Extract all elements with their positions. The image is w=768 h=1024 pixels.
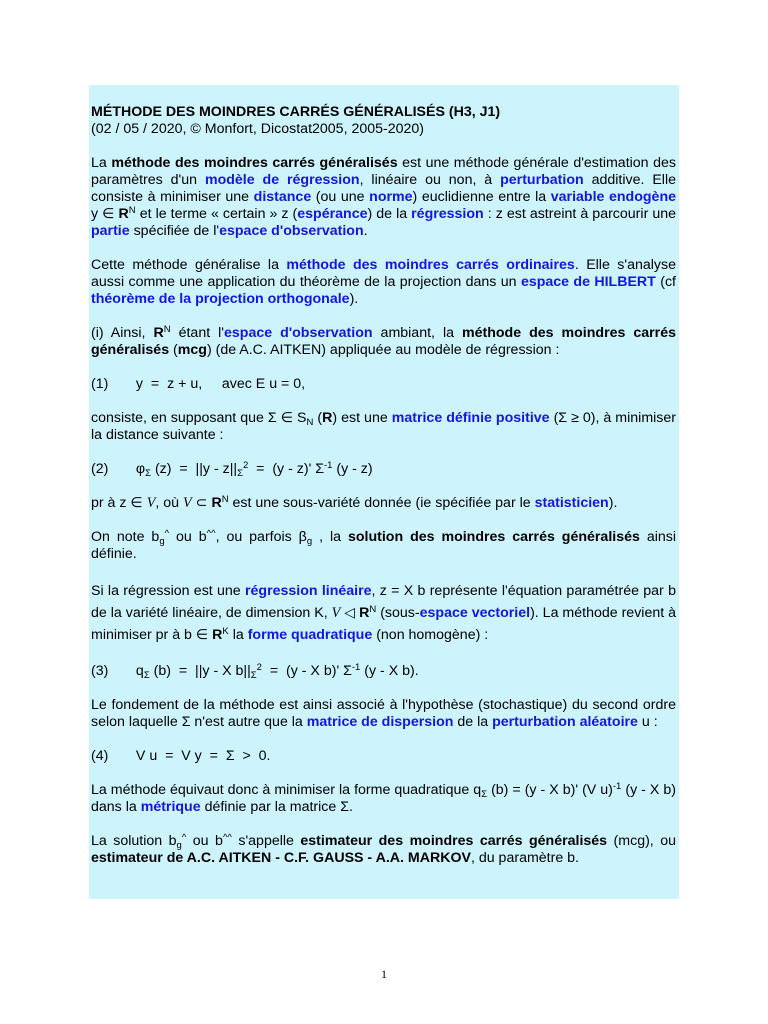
link-perturbation-aleatoire[interactable]: perturbation aléatoire: [492, 714, 638, 730]
link-partie[interactable]: partie: [91, 223, 130, 239]
paragraph-on-note: On note $b_g^{\^{}}$ ou b^^, ou parfois $\beta_g$ , la solution des moindres carrés généralisés ainsi définie.: [91, 528, 677, 562]
link-statisticien[interactable]: statisticien: [534, 495, 609, 511]
page-subtitle: (02 / 05 / 2020, © Monfort, Dicostat2005, 2005-2020): [91, 121, 425, 137]
page-number: 1: [381, 967, 387, 981]
equation-3: (3) $q_\Sigma$ (b) = ||y - X $b||_\Sigma^2 = (y - X$ b)' $\Sigma^{-1}$ (y - X b).: [91, 662, 419, 681]
link-forme-quadratique[interactable]: forme quadratique: [247, 627, 373, 643]
page-title: MÉTHODE DES MOINDRES CARRÉS GÉNÉRALISÉS (H3, J1): [91, 104, 501, 120]
link-regression[interactable]: régression: [411, 206, 484, 222]
paragraph-generalisation: Cette méthode généralise la méthode des moindres carrés ordinaires. Elle s'analyse aussi comme une application du théorème de la projection dans un espace de HILBERT (cf théorème de la projection orthogonale).: [91, 257, 676, 307]
paragraph-fondement: Le fondement de la méthode est ainsi associé à l'hypothèse (stochastique) du second ordre selon laquelle Σ n'est autre que la matrice de dispersion de la perturbation aléatoire u :: [91, 697, 676, 730]
equation-4: (4) V u = V y = Σ > 0.: [91, 748, 271, 764]
equation-2: (2) $\varphi_\Sigma$ $(z) = ||y - z||_\Sigma^2 = (y - z)'$ $\Sigma^{-1}$ (y - z): [91, 460, 373, 479]
link-regression-lineaire[interactable]: régression linéaire: [245, 583, 372, 599]
link-espace-observation[interactable]: espace d'observation: [219, 223, 364, 239]
link-perturbation[interactable]: perturbation: [500, 172, 584, 188]
link-mco[interactable]: méthode des moindres carrés ordinaires: [286, 257, 575, 273]
paragraph-regression-lineaire: Si la régression est une régression linéaire, z = X b représente l'équation paramétrée par b de la variété linéaire, de dimension K, V ◁ $R^N$ (sous-espace vectoriel). La méthode revient à minimiser pr à b ∈ $R^K$ la forme quadratique (non homogène) :: [91, 583, 677, 643]
link-espace-vectoriel[interactable]: espace vectoriel: [419, 605, 531, 621]
document-body: [91, 104, 676, 867]
paragraph-equivaut: La méthode équivaut donc à minimiser la forme quadratique $q_\Sigma$ (b) = (y - X b)' (V u)$^{-1}$ (y - X b) dans la métrique définie par la matrice Σ.: [91, 781, 676, 815]
link-esperance[interactable]: espérance: [297, 206, 368, 222]
paragraph-pr: pr à z ∈ V, où V ⊂ $R^N$ est une sous-variété donnée (ie spécifiée par le statisticien).: [91, 494, 618, 511]
paragraph-definition: La méthode des moindres carrés généralisés est une méthode générale d'estimation des paramètres d'un modèle de régression, linéaire ou non, à perturbation additive. Elle consiste à minimiser une distance (ou une norme) euclidienne entre la variable endogène y ∈ $R^N$ et le terme « certain » z (espérance) de la régression : z est astreint à parcourir une partie spécifiée de l'espace d'observation.: [91, 155, 677, 239]
link-metrique[interactable]: métrique: [140, 799, 201, 815]
link-variable-endogene[interactable]: variable endogène: [550, 189, 677, 205]
link-distance[interactable]: distance: [253, 189, 312, 205]
paragraph-solution: La solution $b_g^{\^{}}$ ou b^^ s'appelle estimateur des moindres carrés généralisés (mcg), ou estimateur de A.C. AITKEN - C.F. GAUSS - A.A. MARKOV, du paramètre b.: [91, 832, 677, 866]
term-mcg: méthode des moindres carrés généralisés: [111, 155, 398, 171]
link-norme[interactable]: norme: [369, 189, 413, 205]
link-modele-regression[interactable]: modèle de régression: [204, 172, 360, 188]
link-matrice-definie-positive[interactable]: matrice définie positive: [391, 410, 550, 426]
equation-1: (1) y = z + u, avec E u = 0,: [91, 376, 306, 392]
link-espace-observation-2[interactable]: espace d'observation: [224, 325, 373, 341]
paragraph-consiste: consiste, en supposant que Σ ∈ $S_N$ (R) est une matrice définie positive (Σ ≥ 0), à minimiser la distance suivante :: [91, 410, 676, 443]
link-matrice-dispersion[interactable]: matrice de dispersion: [306, 714, 454, 730]
link-espace-hilbert[interactable]: espace de HILBERT: [520, 274, 656, 290]
paragraph-ainsi: (i) Ainsi, $R^N$ étant l'espace d'observation ambiant, la méthode des moindres carrés généralisés (mcg) (de A.C. AITKEN) appliquée au modèle de régression :: [91, 324, 676, 358]
link-theoreme-projection[interactable]: théorème de la projection orthogonale: [91, 291, 350, 307]
